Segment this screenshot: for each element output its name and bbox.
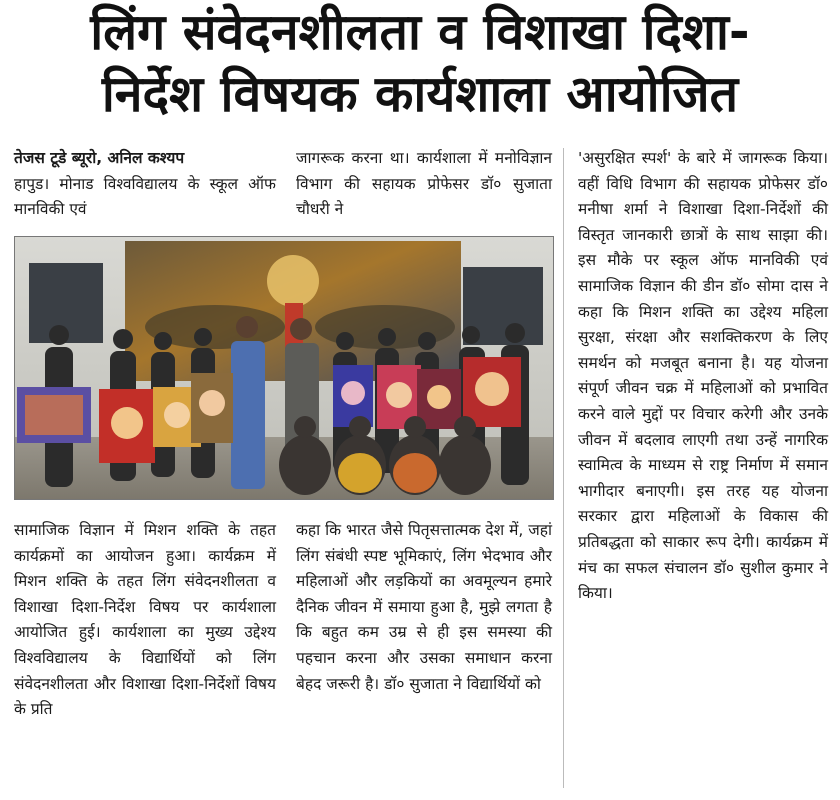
article-text: कहा कि भारत जैसे पितृसत्तात्मक देश में, जहां लिंग संबंधी स्पष्ट भूमिकाएं, लिंग भेदभाव और महिलाओं और लड़कियों का अवमूल्यन हमारे दैनिक जीवन में समाया हुआ है, मुझे लगता है कि बहुत कम उम्र से ही इस समस्या की पहचान करना और उसका समाधान करना बेहद जरूरी है। डॉ० सुजाता ने विद्यार्थियों को xyxy=(296,521,552,693)
article-text: हापुड। मोनाड विश्वविद्यालय के स्कूल ऑफ मानविकी एवं xyxy=(14,174,276,219)
article-column-3 xyxy=(578,146,828,607)
article-column-2-bottom xyxy=(296,518,552,697)
article-column-2-top xyxy=(296,146,552,223)
article-column-1-bottom xyxy=(14,518,276,723)
article-text: सामाजिक विज्ञान में मिशन शक्ति के तहत कार्यक्रमों का आयोजन हुआ। कार्यक्रम में मिशन शक्ति के तहत लिंग संवेदनशीलता व विशाखा दिशा-निर्देश विषय पर कार्यशाला आयोजित हुई। कार्यशाला का मुख्य उद्देश्य विश्वविद्यालय के विद्यार्थियों को लिंग संवेदनशीलता और विशाखा दिशा-निर्देशों विषय के प्रति xyxy=(14,521,276,719)
event-photo xyxy=(14,236,554,500)
article-column-1-top xyxy=(14,146,276,223)
column-divider xyxy=(563,148,564,788)
article-text: 'असुरक्षित स्पर्श' के बारे में जागरूक किया। वहीं विधि विभाग की सहायक प्रोफेसर डॉ० मनीषा शर्मा ने विशाखा दिशा-निर्देशों की विस्तृत जानकारी छात्रों के साथ साझा की। इस मौके पर स्कूल ऑफ मानविकी एवं सामाजिक विज्ञान की डीन डॉ० सोमा दास ने कहा कि मिशन शक्ति का उद्देश्य महिला सुरक्षा, संरक्षा और सशक्तिकरण के लिए समर्थन को मजबूत बनाना है। यह योजना संपूर्ण जीवन चक्र में महिलाओं को प्रभावित करने वाले मुद्दों पर विचार करेगी और उनके जीवन में बदलाव लाएगी तथा उन्हें नागरिक स्वामित्व के माध्यम से राष्ट्र निर्माण में समान भागीदार बनाएगी। इस तरह यह योजना सरकार द्वारा महिलाओं के विकास की प्रतिबद्धता को साकार रूप देगी। कार्यक्रम में मंच का सफल संचालन डॉ० सुशील कुमार ने किया। xyxy=(578,149,828,603)
headline-line-2: निर्देश विषयक कार्यशाला आयोजित xyxy=(101,65,739,123)
byline: तेजस टूडे ब्यूरो, अनिल कश्यप xyxy=(14,149,185,167)
headline-line-1: लिंग संवेदनशीलता व विशाखा दिशा- xyxy=(90,3,750,61)
article-text: जागरूक करना था। कार्यशाला में मनोविज्ञान विभाग की सहायक प्रोफेसर डॉ० सुजाता चौधरी ने xyxy=(296,149,552,219)
